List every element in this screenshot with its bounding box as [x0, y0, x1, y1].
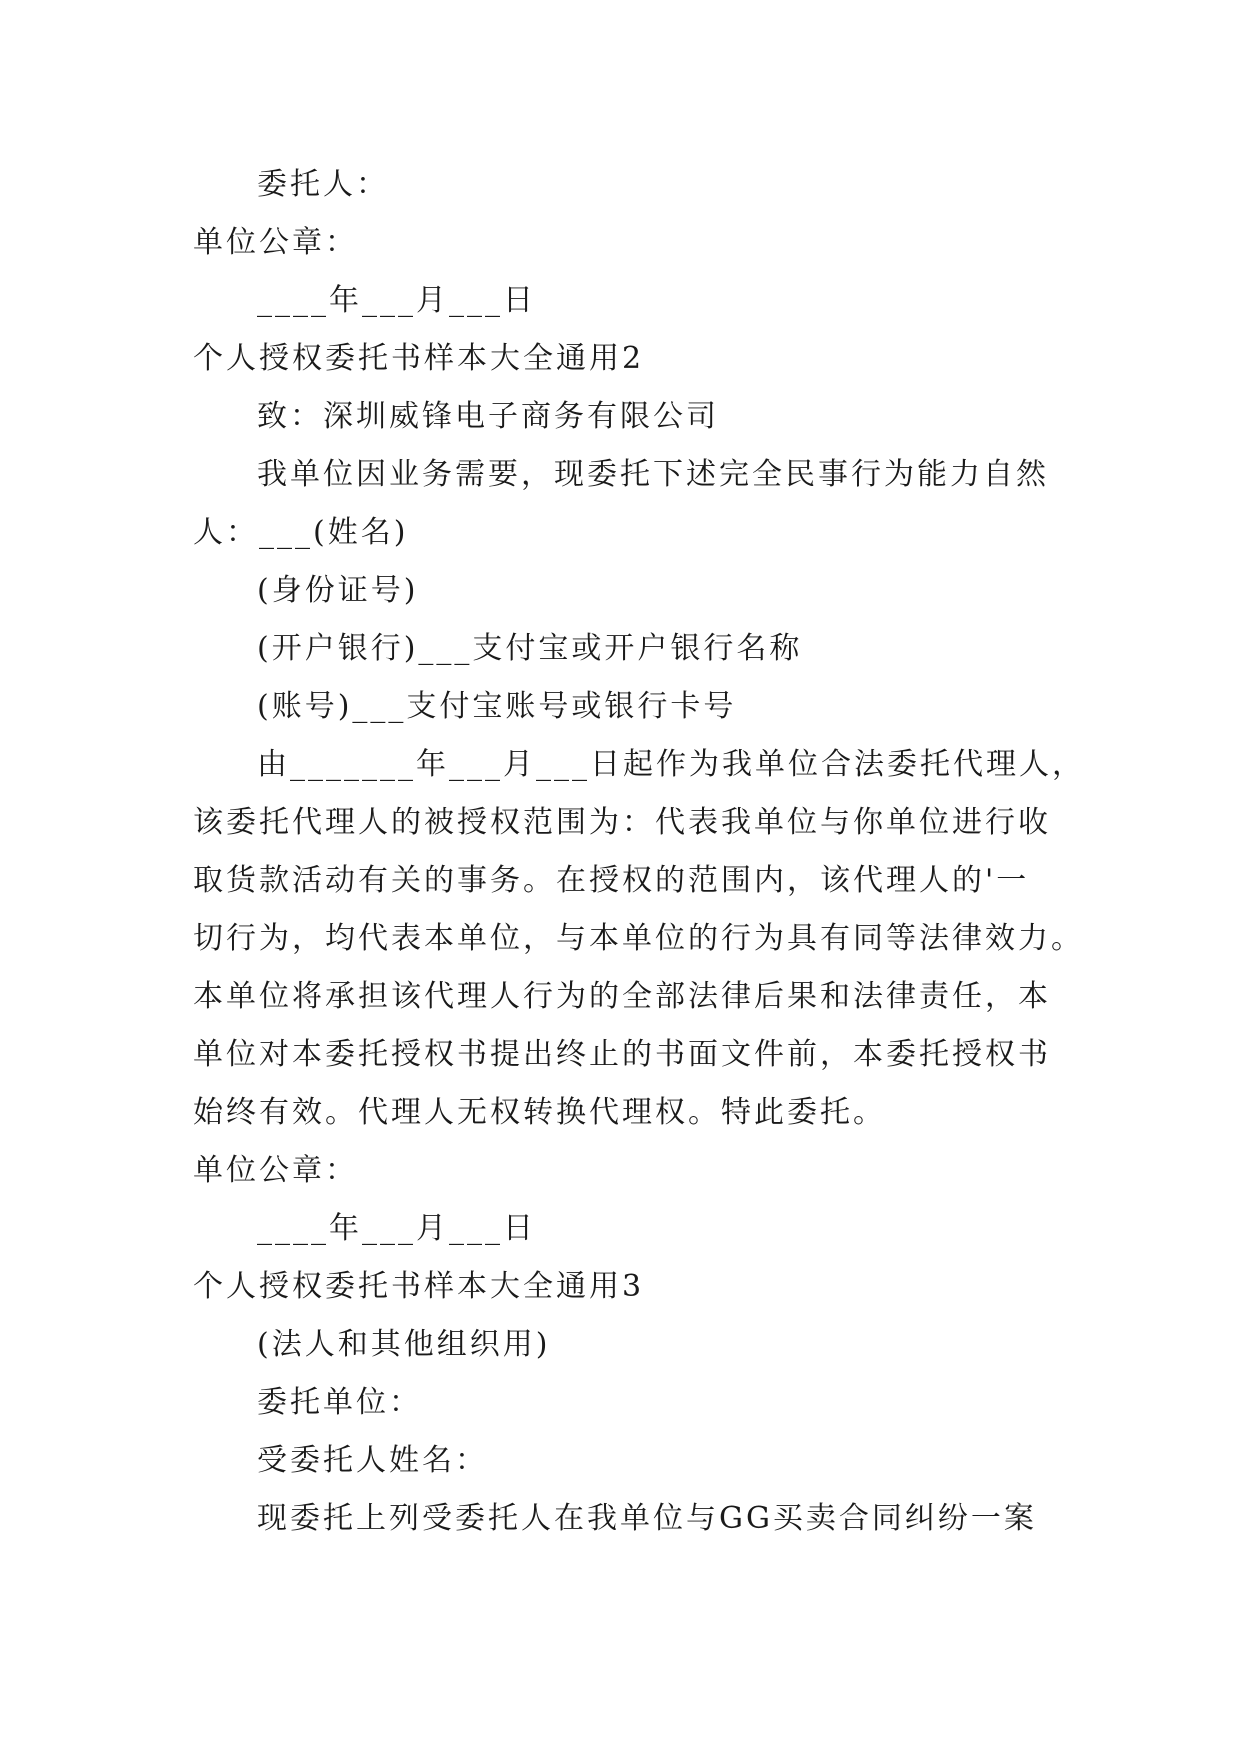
bank-line: (开户银行)___支付宝或开户银行名称 [257, 631, 803, 666]
section-heading: 个人授权委托书样本大全通用3 [193, 1269, 645, 1304]
agent-name-label: 受委托人姓名： [257, 1443, 488, 1478]
subtitle-line: (法人和其他组织用) [257, 1327, 551, 1362]
unit-seal-label: 单位公章： [193, 225, 358, 260]
name-field-line: 人：___(姓名) [193, 515, 409, 550]
principal-label: 委托人： [257, 167, 389, 202]
section-heading: 个人授权委托书样本大全通用2 [193, 341, 645, 376]
id-number-line: (身份证号) [257, 573, 419, 608]
addressee-line: 致：深圳威锋电子商务有限公司 [257, 399, 719, 434]
body-line: 切行为，均代表本单位，与本单位的行为具有同等法律效力。 [193, 921, 1084, 956]
account-line: (账号)___支付宝账号或银行卡号 [257, 689, 737, 724]
unit-seal-label: 单位公章： [193, 1153, 358, 1188]
body-line: 始终有效。代理人无权转换代理权。特此委托。 [193, 1095, 886, 1130]
body-line: 由_______年___月___日起作为我单位合法委托代理人， [257, 747, 1085, 782]
body-line: 取货款活动有关的事务。在授权的范围内，该代理人的'一 [193, 863, 1030, 898]
body-line: 我单位因业务需要，现委托下述完全民事行为能力自然 [257, 457, 1049, 492]
date-line: ____年___月___日 [257, 283, 536, 318]
body-line: 本单位将承担该代理人行为的全部法律后果和法律责任，本 [193, 979, 1051, 1014]
body-line: 该委托代理人的被授权范围为：代表我单位与你单位进行收 [193, 805, 1051, 840]
body-line: 现委托上列受委托人在我单位与GG买卖合同纠纷一案 [257, 1501, 1037, 1536]
body-line: 单位对本委托授权书提出终止的书面文件前，本委托授权书 [193, 1037, 1051, 1072]
entrusting-unit-label: 委托单位： [257, 1385, 422, 1420]
date-line: ____年___月___日 [257, 1211, 536, 1246]
